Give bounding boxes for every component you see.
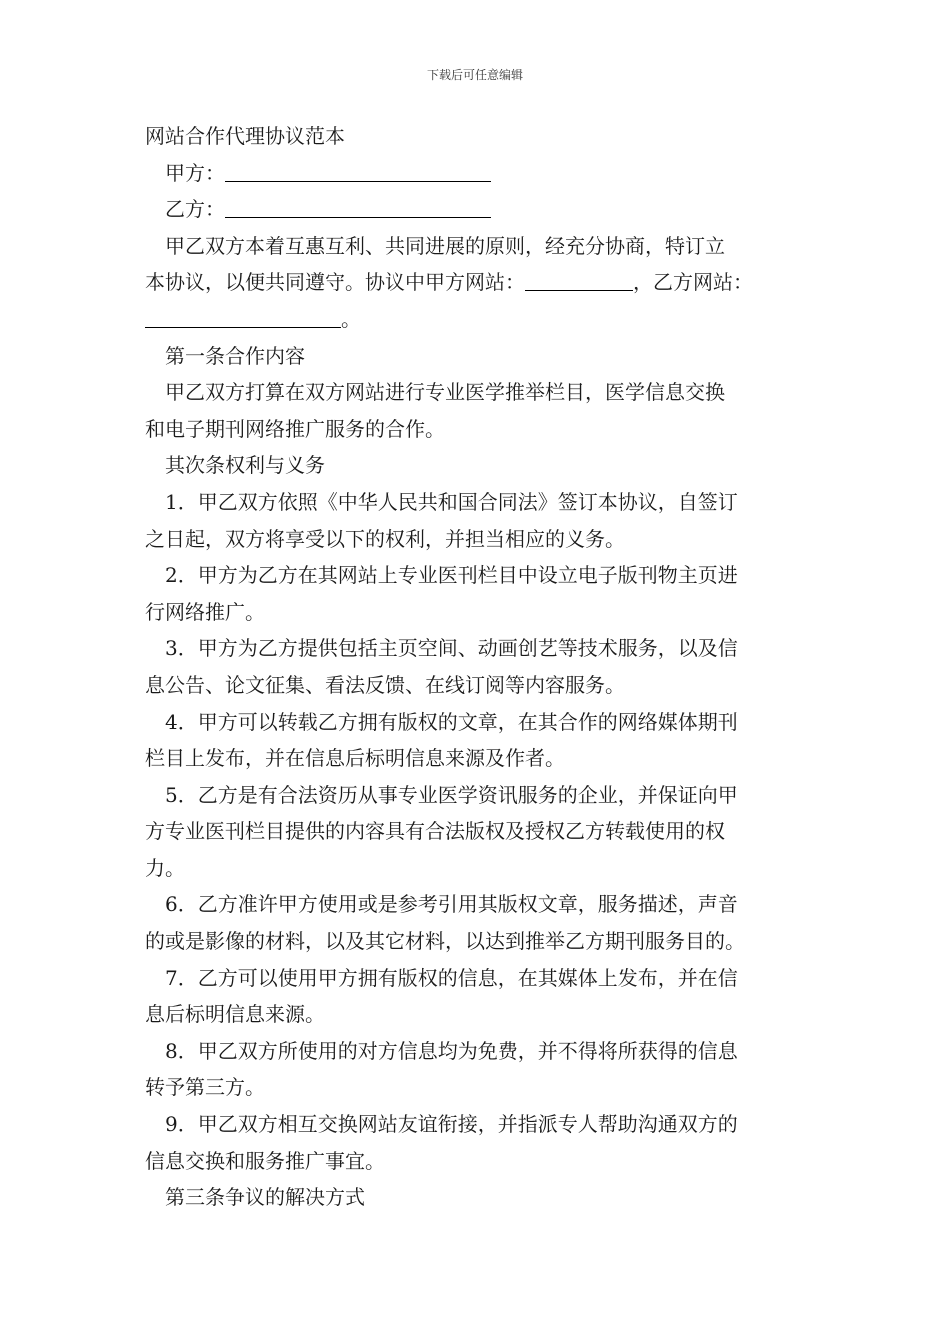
paragraph-line: 之日起，双方将享受以下的权利，并担当相应的义务。 [145,526,625,551]
article-2-item-1 [145,484,810,557]
paragraph-line: 的或是影像的材料，以及其它材料，以达到推举乙方期刊服务目的。 [145,929,745,954]
party-a-line [145,155,810,192]
paragraph-line: 8．甲乙双方所使用的对方信息均为免费，并不得将所获得的信息 [165,1038,738,1063]
paragraph-line: 息公告、论文征集、看法反馈、在线订阅等内容服务。 [145,672,625,697]
article-2-item-6 [145,886,810,959]
article-1-heading: 第一条合作内容 [165,343,305,368]
article-3-heading: 第三条争议的解决方式 [165,1185,365,1210]
article-1-paragraph [145,374,810,447]
intro-text: 。 [341,306,361,331]
header-note: 下载后可任意编辑 [426,68,523,82]
intro-text: 本协议，以便共同遵守。协议中甲方网站： [145,270,525,295]
article-2-item-9 [145,1106,810,1179]
party-b-site-blank [145,305,341,328]
article-2-item-5 [145,777,810,887]
article-2-item-3 [145,630,810,703]
party-b-label: 乙方： [165,197,225,222]
paragraph-line: 甲乙双方打算在双方网站进行专业医学推举栏目，医学信息交换 [165,380,725,405]
party-a-site-blank [525,268,633,291]
article-2-item-7 [145,960,810,1033]
paragraph-line: 2．甲方为乙方在其网站上专业医刊栏目中设立电子版刊物主页进 [165,563,738,588]
paragraph-line: 栏目上发布，并在信息后标明信息来源及作者。 [145,746,565,771]
paragraph-line [145,301,810,338]
party-a-blank [225,159,491,182]
party-b-line [145,191,810,228]
article-2-item-8 [145,1033,810,1106]
intro-paragraph [145,228,810,338]
paragraph-line: 6．乙方准许甲方使用或是参考引用其版权文章，服务描述，声音 [165,892,738,917]
paragraph-line: 转予第三方。 [145,1075,265,1100]
intro-text: ，乙方网站： [633,270,753,295]
article-2-item-2 [145,557,810,630]
paragraph-line: 息后标明信息来源。 [145,1002,325,1027]
article-2-heading: 其次条权利与义务 [165,453,325,478]
paragraph-line: 5．乙方是有合法资历从事专业医学资讯服务的企业，并保证向甲 [165,782,738,807]
paragraph-line: 行网络推广。 [145,599,265,624]
article-2-item-4 [145,704,810,777]
paragraph-line: 力。 [145,855,185,880]
paragraph-line: 甲乙双方本着互惠互利、共同进展的原则，经充分协商，特订立 [165,233,725,258]
party-a-label: 甲方： [165,160,225,185]
paragraph-line: 方专业医刊栏目提供的内容具有合法版权及授权乙方转载使用的权 [145,819,725,844]
paragraph-line: 9．甲乙双方相互交换网站友谊衔接，并指派专人帮助沟通双方的 [165,1112,738,1137]
paragraph-line: 4．甲方可以转载乙方拥有版权的文章，在其合作的网络媒体期刊 [165,709,738,734]
paragraph-line: 信息交换和服务推广事宜。 [145,1148,385,1173]
paragraph-line [145,264,810,301]
paragraph-line: 7．乙方可以使用甲方拥有版权的信息，在其媒体上发布，并在信 [165,965,738,990]
document-title: 网站合作代理协议范本 [145,124,345,148]
paragraph-line: 1．甲乙双方依照《中华人民共和国合同法》签订本协议，自签订 [165,489,738,514]
party-b-blank [225,195,491,218]
paragraph-line: 3．甲方为乙方提供包括主页空间、动画创艺等技术服务，以及信 [165,636,738,661]
document-body [145,118,810,1216]
paragraph-line: 和电子期刊网络推广服务的合作。 [145,416,445,441]
